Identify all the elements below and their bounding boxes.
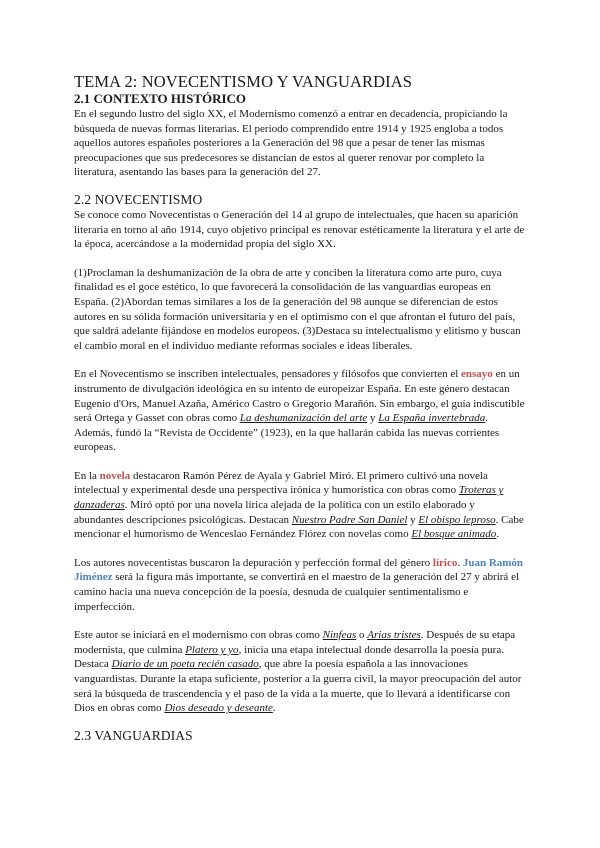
author-name: Juan Ramón Jiménez	[74, 556, 524, 584]
section-heading-contexto: 2.1 CONTEXTO HISTÓRICO	[74, 91, 247, 106]
work-title: El obispo leproso	[418, 513, 496, 526]
paragraph-juan-ramon: Este autor se iniciará en el modernismo con obras como Ninfeas o Arias tristes. Después de su etapa modernista, que culmina Platero y yo, inicia una etapa intelectual donde desarrolla la poesía pura. Destaca Diario de un poeta recién casado, que abre la poesía española a las innovaciones vanguardistas. Durante la etapa suficiente, posterior a la guerra civil, la mayor preocupación del autor será la búsqueda de trascendencia y el paso de la vida a la muerte, que lo llevará a identificarse con Dios en obras como Dios deseado y deseante.	[74, 629, 522, 715]
work-title: Platero y yo	[185, 643, 239, 656]
work-title: Diario de un poeta recién casado	[111, 658, 259, 671]
paragraph-ensayo: En el Novecentismo se inscriben intelectuales, pensadores y filósofos que convierten el ensayo en un instrumento de divulgación ideológica en su intento de europeizar España. En este género destacan Eugenio d'Ors, Manuel Azaña, Américo Castro o Gregorio Marañón. Sin embargo, el guía indiscutible será Ortega y Gasset con obras como La deshumanización del arte y La España invertebrada. Además, fundó la “Revista de Occidente” (1923), en la que hallarán cabida las nuevas corrientes europeas.	[74, 368, 525, 454]
keyword-lirico: lírico	[432, 556, 458, 569]
paragraph-novela: En la novela destacaron Ramón Pérez de Ayala y Gabriel Miró. El primero cultivó una novela intelectual y experimental desde una perspectiva irónica y humorística con obras como Troteras y danzaderas. Miró optó por una novela lírica alejada de la política con un estilo elaborado y abundantes descripciones psicológicas. Destacan Nuestro Padre San Daniel y El obispo leproso. Cabe mencionar el humorismo de Wenceslao Fernández Flórez con novelas como El bosque animado.	[74, 469, 524, 541]
keyword-novela: novela	[99, 469, 131, 482]
work-title: La España invertebrada	[378, 412, 486, 425]
work-title: Ninfeas	[322, 629, 357, 642]
document-title: TEMA 2: NOVECENTISMO Y VANGUARDIAS	[74, 72, 413, 91]
keyword-ensayo: ensayo	[461, 368, 493, 381]
document-body	[74, 72, 526, 744]
work-title: Arias tristes	[367, 629, 421, 642]
paragraph-lirica: Los autores novecentistas buscaron la depuración y perfección formal del género lírico. Juan Ramón Jiménez será la figura más importante, se convertirá en el maestro de la generación del 27 y abrirá el camino hacia una nueva concepción de la poesía, desnuda de cualquier sentimentalismo e imperfección.	[74, 556, 524, 613]
work-title: Nuestro Padre San Daniel	[291, 513, 408, 526]
paragraph-caracteristicas: (1)Proclaman la deshumanización de la obra de arte y conciben la literatura como arte puro, cuya finalidad es el goce estético, lo que favorecerá la consolidación de las vanguardias europeas en España. (2)Abordan temas similares a los de la generación del 98 aunque se diferencian de estos autores en su sólida formación universitaria y en el optimismo con el que afrontan el futuro del país, que saldrá adelante fijándose en modelos europeos. (3)Destaca su intelectualismo y elitismo y buscan el cambio moral en el individuo mediante reformas sociales e ideas liberales.	[74, 266, 521, 352]
work-title: El bosque animado	[411, 528, 497, 541]
section-heading-vanguardias: 2.3 VANGUARDIAS	[74, 727, 193, 743]
work-title: Troteras y danzaderas	[74, 484, 504, 512]
work-title: Dios deseado y deseante	[164, 702, 273, 715]
paragraph-contexto: En el segundo lustro del siglo XX, el Modernismo comenzó a entrar en decadencia, propiciando la búsqueda de nuevas formas literarias. El periodo comprendido entre 1914 y 1925 engloba a todos aquellos autores españoles posteriores a la Generación del 98 que a pesar de tener las mismas preocupaciones que sus predecesores se distancian de estos al querer renovar por completo la literatura, asentando las bases para la generación del 27.	[74, 108, 508, 179]
paragraph-novecentismo-intro: Se conoce como Novecentistas o Generación del 14 al grupo de intelectuales, que hacen su aparición literaria en torno al año 1914, cuyo objetivo principal es renovar estéticamente la literatura y el arte de la época, acercándose a la modernidad propia del siglo XX.	[74, 208, 525, 251]
work-title: La deshumanización del arte	[239, 412, 368, 425]
section-heading-novecentismo: 2.2 NOVECENTISMO	[74, 191, 203, 207]
